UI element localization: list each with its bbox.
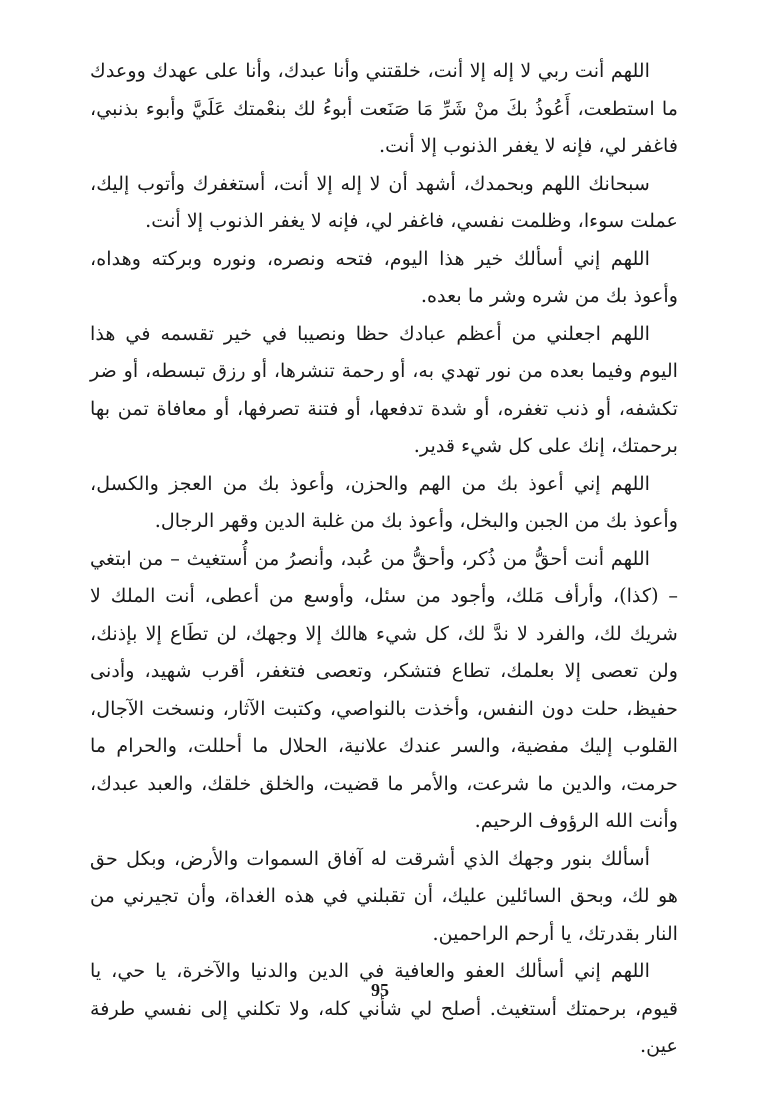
body-text [90,52,678,1065]
paragraph-4: اللهم اجعلني من أعظم عبادك حظا ونصيبا في خير تقسمه في هذا اليوم وفيما بعده من نور تهدي به، أو رحمة تنشرها، أو رزق تبسطه، أو ضر تكشفه، أو ذنب تغفره، أو شدة تدفعها، أو فتنة تصرفها، أو معافاة تمن بها برحمتك، إنك على كل شيء قدير. [90,321,678,457]
page-number: 95 [371,980,389,1000]
paragraph-2: سبحانك اللهم وبحمدك، أشهد أن لا إله إلا أنت، أستغفرك وأتوب إليك، عملت سوءا، وظلمت نفسي، فاغفر لي، فإنه لا يغفر الذنوب إلا أنت. [90,171,678,232]
paragraph-1: اللهم أنت ربي لا إله إلا أنت، خلقتني وأنا عبدك، وأنا على عهدك ووعدك ما استطعت، أَعُوذُ بكَ منْ شَرِّ مَا صَنَعت أبوءُ لك بنعْمتك عَلَيَّ وأبوء بذنبي، فاغفر لي، فإنه لا يغفر الذنوب إلا أنت. [90,59,678,157]
paragraph-8: اللهم إني أسألك العفو والعافية في الدين والدنيا والآخرة، يا حي، يا قيوم، برحمتك أستغيث. أصلح لي شأني كله، ولا تكلني إلى نفسي طرفة عين. [90,959,678,1057]
paragraph-3: اللهم إني أسألك خير هذا اليوم، فتحه ونصره، ونوره وبركته وهداه، وأعوذ بك من شره وشر ما بعده. [90,246,678,307]
paragraph-6: اللهم أنت أحقُّ من ذُكر، وأحقُّ من عُبد، وأنصرُ من أُستغيث – من ابتغي – (كذا)، وأرأف مَلك، وأجود من سئل، وأوسع من أعطى، أنت الملك لا شريك لك، والفرد لا ندَّ لك، كل شيء هالك إلا وجهك، لن تطَاع إلا بإذنك، ولن تعصى إلا بعلمك، تطاع فتشكر، وتعصى فتغفر، أقرب شهيد، وأدنى حفيظ، حلت دون النفس، وأخذت بالنواصي، وكتبت الآثار، ونسخت الآجال، القلوب إليك مفضية، والسر عندك علانية، الحلال ما أحللت، والحرام ما حرمت، والدين ما شرعت، والأمر ما قضيت، والخلق خلقك، والعبد عبدك، وأنت الله الرؤوف الرحيم. [90,546,678,832]
paragraph-7: أسألك بنور وجهك الذي أشرقت له آفاق السموات والأرض، وبكل حق هو لك، وبحق السائلين عليك، أن تقبلني في هذه الغداة، وأن تجيرني من النار بقدرتك، يا أرحم الراحمين. [90,846,678,945]
paragraph-5: اللهم إني أعوذ بك من الهم والحزن، وأعوذ بك من العجز والكسل، وأعوذ بك من الجبن والبخل، وأعوذ بك من غلبة الدين وقهر الرجال. [90,471,678,532]
